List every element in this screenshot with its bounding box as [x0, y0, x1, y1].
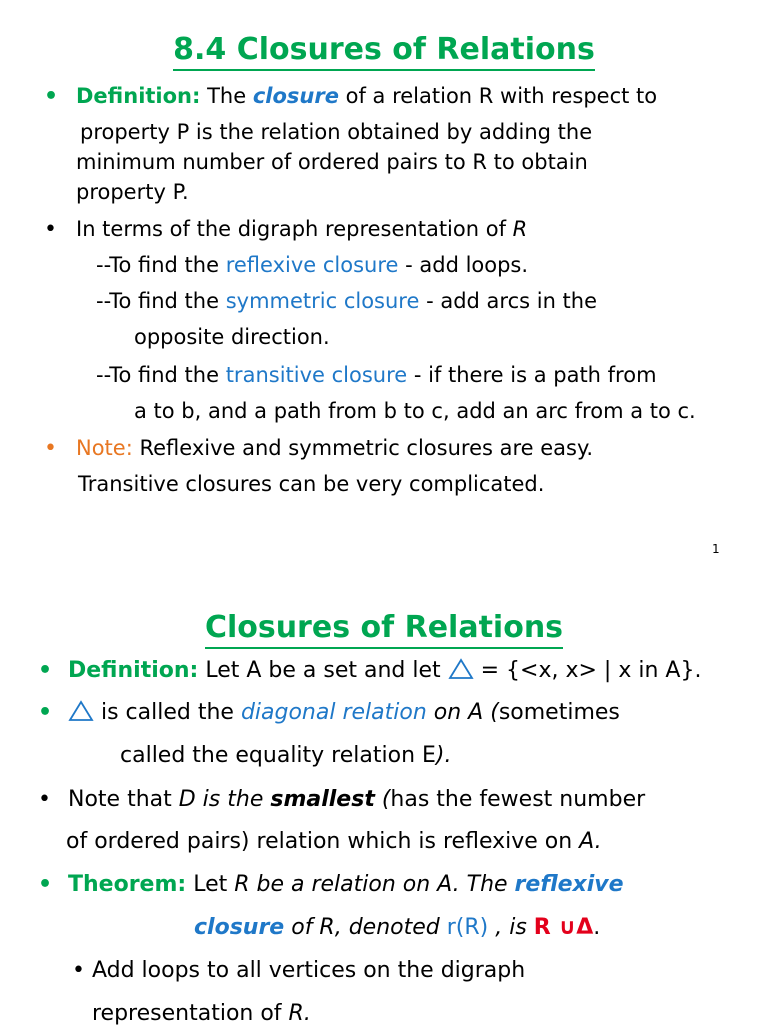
loops-line-2: representation of R.	[92, 1001, 311, 1026]
page-number: 1	[712, 542, 720, 556]
definition-line-1: Definition: The closure of a relation R with respect to	[76, 84, 658, 108]
bullet: •	[44, 436, 57, 461]
definition-line-2: property P is the relation obtained by adding the	[80, 120, 593, 144]
note-line-2: of ordered pairs) relation which is reflexive on A.	[66, 829, 602, 854]
bullet: •	[38, 658, 53, 683]
bullet: •	[38, 872, 53, 897]
symmetric-line: --To find the symmetric closure - add arcs in the	[96, 289, 598, 313]
symmetric-line-2: opposite direction.	[134, 325, 330, 349]
reflexive-line: --To find the reflexive closure - add loops.	[96, 253, 529, 277]
note-line-1: Note that D is the smallest (has the fewest number	[68, 787, 646, 812]
delta-icon	[448, 658, 474, 680]
bullet: •	[44, 84, 59, 109]
loops-line-1: • Add loops to all vertices on the digraph	[72, 958, 526, 983]
definition-line-3: minimum number of ordered pairs to R to obtain	[76, 150, 588, 174]
transitive-line: --To find the transitive closure - if there is a path from	[96, 363, 657, 387]
theorem-line-2: closure of R, denoted r(R) , is R ∪Δ.	[194, 915, 601, 940]
definition-line-4: property P.	[76, 180, 189, 204]
diagonal-line-2: called the equality relation E).	[120, 743, 452, 768]
note-line-2: Transitive closures can be very complicated.	[78, 472, 545, 496]
diagonal-line-1: is called the diagonal relation on A (sometimes	[68, 700, 620, 725]
note-line-1: Note: Reflexive and symmetric closures are easy.	[76, 436, 594, 460]
delta-icon	[68, 700, 94, 722]
transitive-line-2: a to b, and a path from b to c, add an arc from a to c.	[134, 399, 696, 423]
definition-diagonal: Definition: Let A be a set and let = {<x, x> | x in A}.	[68, 658, 702, 683]
digraph-line: In terms of the digraph representation of R	[76, 217, 528, 241]
bullet: •	[38, 700, 53, 725]
bullet: •	[44, 217, 57, 242]
slide1-title: 8.4 Closures of Relations	[0, 32, 768, 71]
slide2-title: Closures of Relations	[0, 610, 768, 649]
theorem-line-1: Theorem: Let R be a relation on A. The reflexive	[68, 872, 624, 897]
bullet: •	[38, 787, 51, 812]
